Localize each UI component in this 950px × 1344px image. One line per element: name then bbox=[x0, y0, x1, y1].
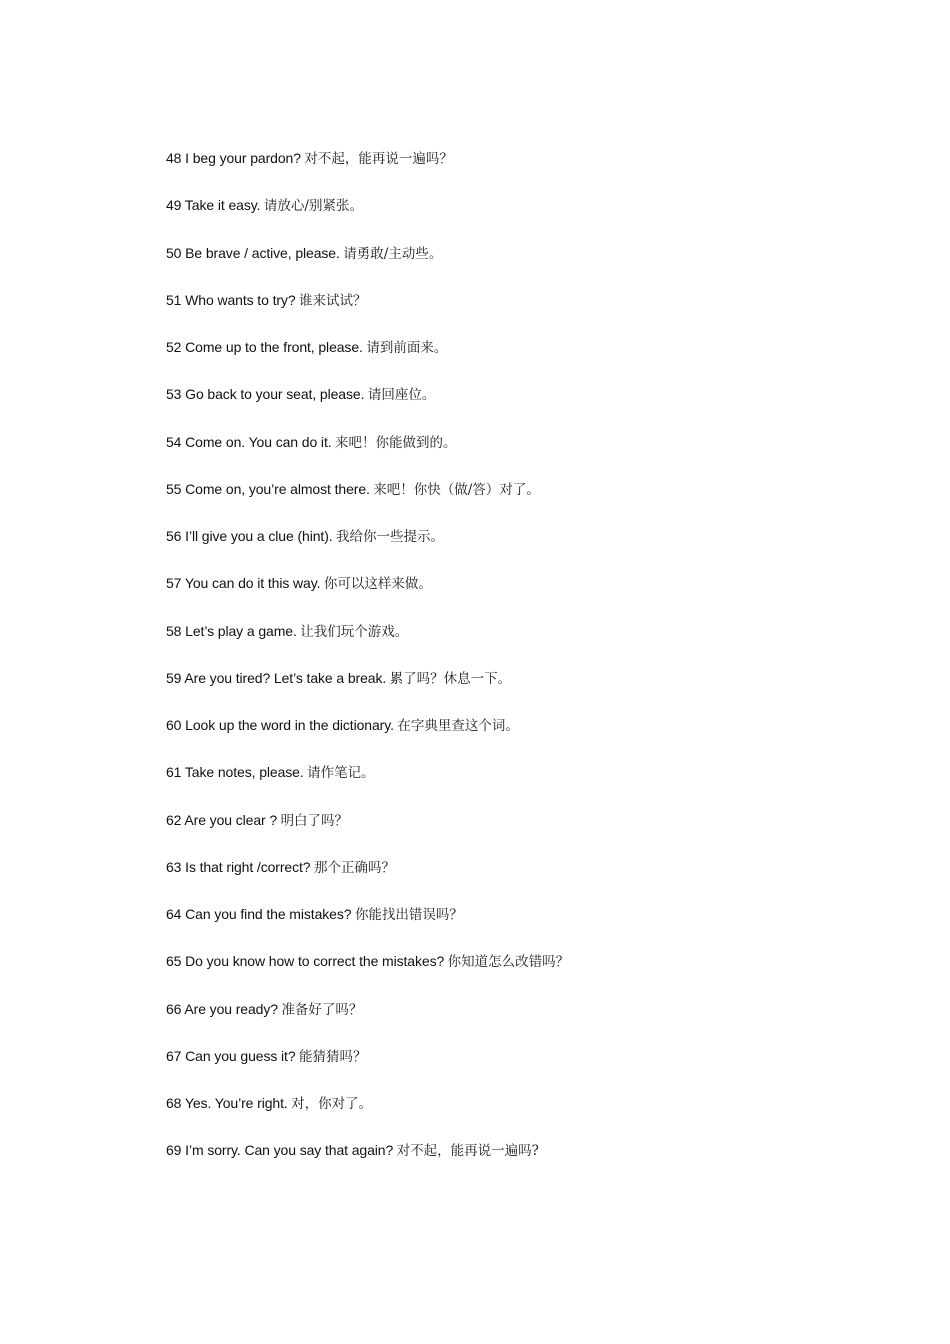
phrase-line-60 bbox=[166, 715, 906, 762]
phrase-chinese: 你可以这样来做。 bbox=[323, 576, 432, 593]
phrase-chinese: 我给你一些提示。 bbox=[336, 529, 445, 545]
phrase-line-66 bbox=[166, 999, 906, 1046]
phrase-line-49 bbox=[166, 195, 906, 242]
phrase-chinese: 那个正确吗？ bbox=[313, 859, 395, 876]
phrase-line-51 bbox=[166, 290, 906, 337]
phrase-chinese: 对，你对了。 bbox=[291, 1096, 373, 1112]
phrase-line-69 bbox=[166, 1140, 906, 1187]
phrase-english: 60 Look up the word in the dictionary. bbox=[166, 717, 394, 733]
phrase-line-53 bbox=[166, 384, 906, 431]
phrase-chinese: 请作笔记。 bbox=[307, 765, 375, 782]
phrase-line-67 bbox=[166, 1046, 906, 1093]
phrase-line-57 bbox=[166, 573, 906, 620]
phrase-english: 48 I beg your pardon? bbox=[166, 150, 301, 166]
phrase-english: 67 Can you guess it? bbox=[166, 1047, 296, 1064]
phrase-line-68 bbox=[166, 1093, 906, 1140]
phrase-chinese: 对不起，能再说一遍吗? bbox=[396, 1143, 539, 1160]
phrase-line-64 bbox=[166, 904, 906, 951]
phrase-chinese: 让我们玩个游戏。 bbox=[300, 623, 409, 640]
phrase-line-52 bbox=[166, 337, 906, 384]
phrase-chinese: 请到前面来。 bbox=[366, 340, 448, 356]
phrase-english: 52 Come up to the front, please. bbox=[166, 339, 363, 355]
phrase-english: 56 I’ll give you a clue (hint). bbox=[166, 528, 333, 544]
phrase-chinese: 准备好了吗？ bbox=[281, 1001, 363, 1018]
phrase-line-63 bbox=[166, 857, 906, 904]
phrase-line-55 bbox=[166, 479, 906, 526]
phrase-english: 54 Come on. You can do it. bbox=[166, 433, 332, 450]
phrase-english: 65 Do you know how to correct the mistakes? bbox=[166, 953, 445, 970]
phrase-chinese: 对不起，能再说一遍吗？ bbox=[304, 151, 453, 167]
phrase-line-58 bbox=[166, 621, 906, 668]
phrase-line-65 bbox=[166, 951, 906, 998]
phrase-english: 64 Can you find the mistakes? bbox=[166, 906, 352, 922]
phrase-chinese: 在字典里查这个词。 bbox=[397, 718, 519, 734]
phrase-chinese: 累了吗？休息一下。 bbox=[389, 670, 512, 687]
phrase-chinese: 明白了吗？ bbox=[280, 812, 349, 829]
phrase-line-54 bbox=[166, 432, 906, 479]
phrase-chinese: 来吧！你快（做/答）对了。 bbox=[373, 481, 540, 498]
phrase-chinese: 请勇敢/主动些。 bbox=[343, 245, 443, 262]
phrase-chinese: 能猜猜吗？ bbox=[299, 1048, 367, 1065]
phrase-chinese: 请回座位。 bbox=[367, 387, 436, 404]
phrase-line-50 bbox=[166, 243, 906, 290]
phrase-english: 57 You can do it this way. bbox=[166, 575, 321, 592]
phrase-chinese: 谁来试试？ bbox=[299, 292, 367, 309]
phrase-english: 69 I’m sorry. Can you say that again? bbox=[166, 1142, 394, 1159]
phrase-english: 58 Let’s play a game. bbox=[166, 622, 297, 639]
phrase-english: 50 Be brave / active, please. bbox=[166, 244, 340, 261]
phrase-english: 66 Are you ready? bbox=[166, 1000, 278, 1017]
phrase-chinese: 你能找出错误吗？ bbox=[354, 907, 463, 923]
phrase-chinese: 你知道怎么改错吗？ bbox=[447, 954, 570, 971]
phrase-english: 61 Take notes, please. bbox=[166, 764, 304, 781]
phrase-english: 59 Are you tired? Let’s take a break. bbox=[166, 669, 387, 686]
phrase-line-62 bbox=[166, 810, 906, 857]
phrase-chinese: 请放心/别紧张。 bbox=[263, 198, 363, 215]
phrase-english: 55 Come on, you’re almost there. bbox=[166, 480, 370, 497]
phrase-english: 63 Is that right /correct? bbox=[166, 858, 311, 875]
phrase-english: 53 Go back to your seat, please. bbox=[166, 386, 365, 403]
phrase-line-61 bbox=[166, 762, 906, 809]
phrase-list bbox=[166, 148, 906, 1188]
phrase-english: 49 Take it easy. bbox=[166, 197, 261, 214]
phrase-line-48 bbox=[166, 148, 906, 195]
phrase-english: 62 Are you clear ? bbox=[166, 811, 278, 828]
phrase-line-59 bbox=[166, 668, 906, 715]
phrase-english: 51 Who wants to try? bbox=[166, 291, 296, 308]
phrase-line-56 bbox=[166, 526, 906, 573]
phrase-english: 68 Yes. You’re right. bbox=[166, 1095, 288, 1111]
phrase-chinese: 来吧！你能做到的。 bbox=[335, 434, 457, 451]
